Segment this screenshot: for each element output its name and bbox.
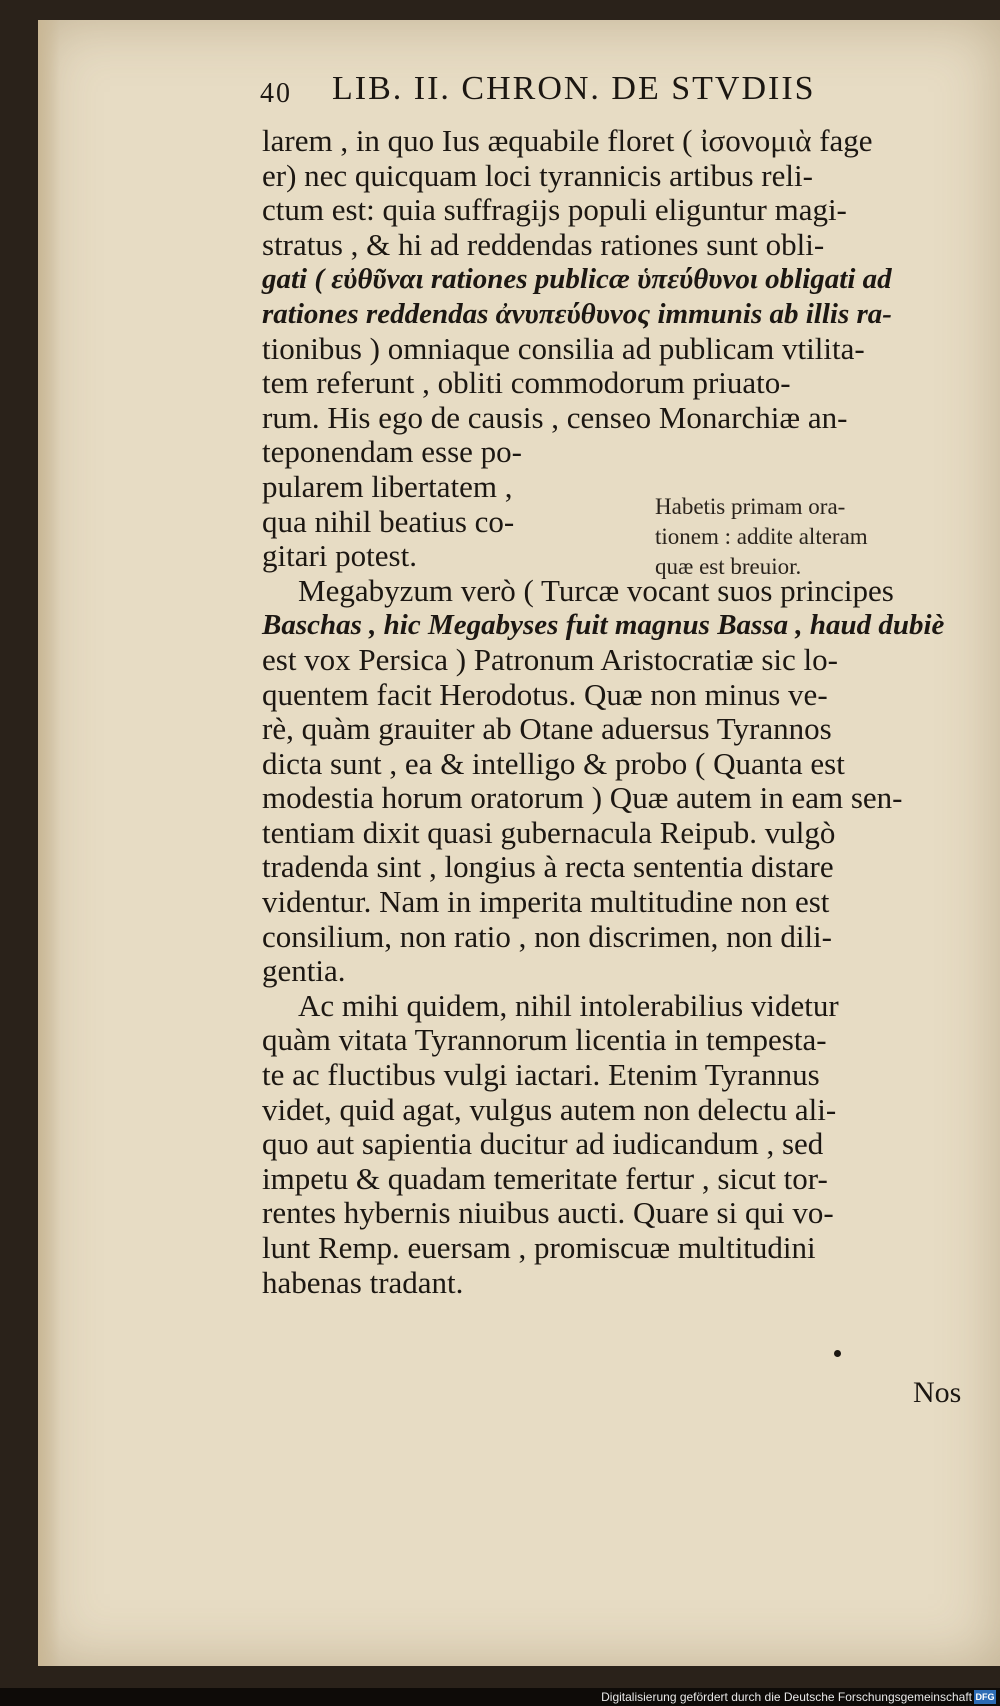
main-text-block [262, 123, 945, 1300]
marginal-note-line: tionem : addite alteram [655, 524, 868, 549]
text-line: larem , in quo Ius æquabile floret ( ἰσονομιὰ fage [262, 123, 873, 158]
marginal-note-line: Habetis primam ora- [655, 494, 846, 519]
text-line: pularem libertatem , [262, 468, 513, 504]
text-line: dicta sunt , ea & intelligo & probo ( Quanta est [262, 745, 845, 781]
text-line: Megabyzum verò ( Turcæ vocant suos principes [298, 572, 894, 608]
text-line: ctum est: quia suffragijs populi eliguntur magi- [262, 192, 847, 228]
text-line: consilium, non ratio , non discrimen, non dili- [262, 918, 832, 954]
text-line: impetu & quadam temeritate fertur , sicut tor- [262, 1160, 828, 1196]
text-line: rationes reddendas ἀνυπεύθυνος immunis ab illis ra- [262, 297, 892, 330]
catchword: Nos [913, 1376, 962, 1409]
dfg-logo: DFG [975, 1692, 995, 1702]
text-line: videt, quid agat, vulgus autem non delectu ali- [262, 1091, 837, 1127]
text-line: rè, quàm grauiter ab Otane aduersus Tyrannos [262, 711, 832, 747]
text-line: est vox Persica ) Patronum Aristocratiæ sic lo- [262, 641, 838, 677]
text-line: modestia horum oratorum ) Quæ autem in eam sen- [262, 780, 903, 816]
text-line: habenas tradant. [262, 1264, 464, 1300]
text-line: rentes hybernis niuibus aucti. Quare si qui vo- [262, 1195, 834, 1231]
text-line: tem referunt , obliti commodorum priuato- [262, 365, 791, 401]
marginal-note [655, 492, 955, 582]
text-line: quentem facit Herodotus. Quæ non minus ve- [262, 676, 828, 712]
text-line: tradenda sint , longius à recta sententia distare [262, 849, 834, 885]
text-line: qua nihil beatius co- [262, 503, 515, 539]
text-line: gentia. [262, 953, 346, 989]
running-head [260, 70, 920, 120]
text-line: er) nec quicquam loci tyrannicis artibus reli- [262, 157, 813, 193]
text-line: gitari potest. [262, 538, 417, 574]
text-line: Baschas , hic Megabyses fuit magnus Bassa , haud dubiè [262, 609, 945, 642]
text-line: quo aut sapientia ducitur ad iudicandum , sed [262, 1126, 824, 1162]
text-line: quàm vitata Tyrannorum licentia in tempesta- [262, 1022, 827, 1058]
digitization-credit: Digitalisierung gefördert durch die Deutsche Forschungsgemeinschaft [601, 1690, 972, 1704]
running-title: LIB. II. CHRON. DE STVDIIS [332, 70, 816, 107]
text-line: teponendam esse po- [262, 434, 522, 470]
text-line: rum. His ego de causis , censeo Monarchiæ an- [262, 399, 848, 435]
ink-dot [834, 1350, 841, 1357]
text-line: gati ( εὐθῦναι rationes publicæ ὑπεύθυνοι obligati ad [262, 263, 892, 296]
folio-number: 40 [260, 78, 292, 109]
text-line: stratus , & hi ad reddendas rationes sunt obli- [262, 226, 825, 262]
text-line: videntur. Nam in imperita multitudine non est [262, 884, 830, 920]
text-line: Ac mihi quidem, nihil intolerabilius videtur [298, 987, 839, 1023]
text-line: tionibus ) omniaque consilia ad publicam vtilita- [262, 330, 865, 366]
text-line: lunt Remp. euersam , promiscuæ multitudini [262, 1230, 816, 1265]
marginal-note-line: quæ est breuior. [655, 554, 802, 579]
text-line: tentiam dixit quasi gubernacula Reipub. vulgò [262, 814, 836, 850]
text-line: te ac fluctibus vulgi iactari. Etenim Tyrannus [262, 1057, 820, 1093]
